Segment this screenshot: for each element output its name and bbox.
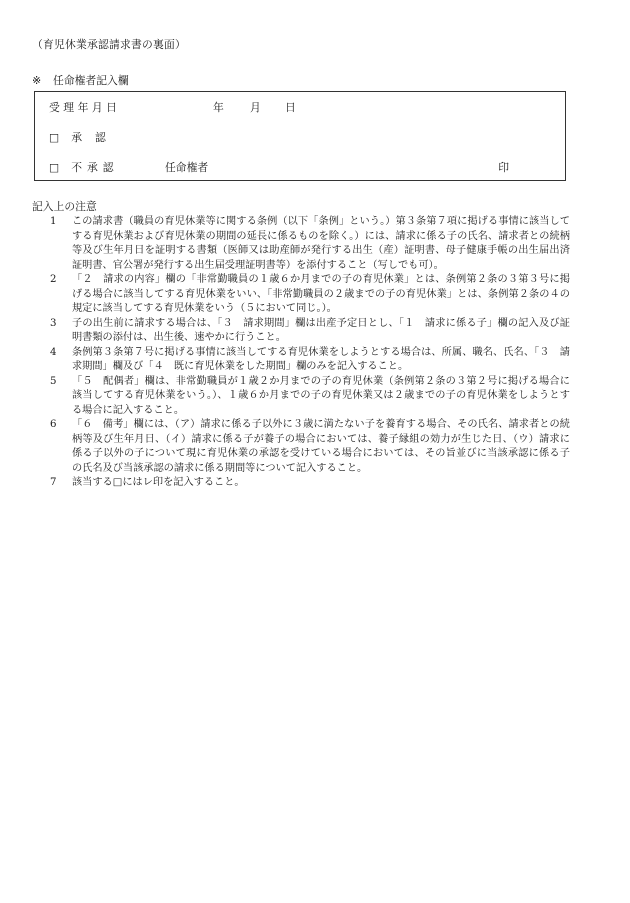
note-number: 4 xyxy=(50,346,57,358)
approve-checkbox[interactable]: □ xyxy=(49,131,60,144)
approve-row xyxy=(49,130,551,146)
note-text: 子の出生前に請求する場合は、「３ 請求期間」欄は出産予定日とし、「１ 請求に係る子」欄の記入及び証明書類の添付は、出生後、速やかに行うこと。 xyxy=(72,317,570,343)
note-number: 2 xyxy=(50,274,57,285)
note-text: 該当する□にはレ印を記入すること。 xyxy=(72,477,245,488)
disapprove-row xyxy=(49,160,551,176)
note-number: 1 xyxy=(50,216,57,227)
note-number: 7 xyxy=(50,477,57,488)
receipt-date-row xyxy=(49,100,551,116)
note-text: 「２ 請求の内容」欄の「非常勤職員の１歳６か月までの子の育児休業」とは、条例第２条の３第３号に掲げる場合に該当してする育児休業をいい、「非常勤職員の２歳までの子の育児休業」とは、条例第２条の４の規定に該当してする育児休業をいう（５において同じ。）。 xyxy=(72,274,570,314)
appointer-label: 任命権者 xyxy=(165,161,209,174)
note-item xyxy=(50,476,570,491)
reference-mark: ※ xyxy=(32,74,42,87)
disapprove-checkbox[interactable]: □ xyxy=(49,161,60,174)
note-text: 条例第３条第７号に掲げる事情に該当してする育児休業をしようとする場合は、所属、職名、氏名、「３ 請求期間」欄及び「４ 既に育児休業をした期間」欄のみを記入すること。 xyxy=(72,346,570,372)
seal-label: 印 xyxy=(498,161,509,174)
notes-list xyxy=(50,215,570,491)
note-item xyxy=(50,317,570,346)
appointer-entry-box xyxy=(34,91,566,181)
appointer-section-title: 任命権者記入欄 xyxy=(53,74,129,87)
approve-label: 承認 xyxy=(71,131,119,144)
month-label: 月 xyxy=(250,101,261,114)
note-number: 6 xyxy=(50,419,57,430)
note-item xyxy=(50,215,570,273)
note-item xyxy=(50,346,570,375)
notes-heading: 記入上の注意 xyxy=(32,200,97,213)
note-item xyxy=(50,418,570,476)
day-label: 日 xyxy=(285,101,296,114)
disapprove-label: 不承認 xyxy=(71,161,119,174)
appointer-section-label xyxy=(32,73,129,88)
page-heading: （育児休業承認請求書の裏面） xyxy=(32,38,186,51)
note-text: 「６ 備考」欄には、（ア）請求に係る子以外に３歳に満たない子を養育する場合、その氏名、請求者との続柄等及び生年月日、（イ）請求に係る子が養子の場合においては、養子縁組の効力が生じた日、（ウ）請求に係る子以外の子について現に育児休業の承認を受けている場合においては、その旨並びに当該承認に係る子の氏名及び当該承認の請求に係る期間等について記入すること。 xyxy=(72,419,570,474)
note-item xyxy=(50,375,570,419)
note-item xyxy=(50,273,570,317)
year-label: 年 xyxy=(213,101,224,114)
receipt-date-label: 受理年月日 xyxy=(49,101,121,114)
note-number: 3 xyxy=(50,317,57,329)
note-number: 5 xyxy=(50,375,57,387)
note-text: 「５ 配偶者」欄は、非常勤職員が１歳２か月までの子の育児休業（条例第２条の３第２号に掲げる場合に該当してする育児休業をいう。）、１歳６か月までの子の育児休業又は２歳までの子の育児休業をしようとする場合に記入すること。 xyxy=(72,375,570,416)
note-text: この請求書（職員の育児休業等に関する条例（以下「条例」という。）第３条第７項に掲げる事情に該当してする育児休業および育児休業の期間の延長に係るものを除く。）には、請求に係る子の氏名、請求者との続柄等及び生年月日を証明する書類（医師又は助産師が発行する出生（産）証明書、母子健康手帳の出生届出済証明書、官公署が発行する出生届受理証明書等）を添付すること（写しでも可）。 xyxy=(72,216,570,271)
